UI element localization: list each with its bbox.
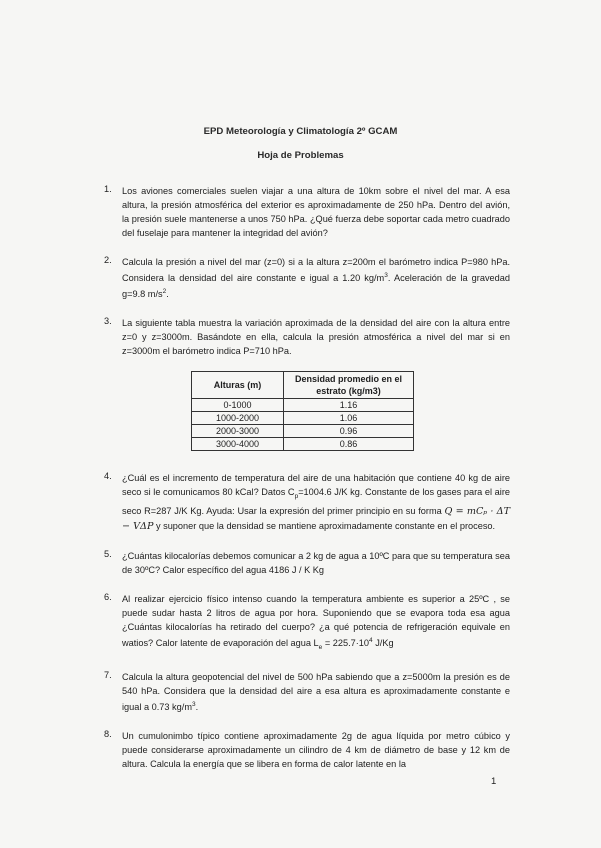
table-header-cell: Densidad promedio en el estrato (kg/m3)	[284, 372, 414, 399]
problem-number: 2.	[104, 255, 112, 265]
problem-number: 1.	[104, 184, 112, 194]
problem-6	[104, 591, 510, 655]
problem-list	[104, 184, 510, 786]
table-cell: 0.96	[284, 425, 414, 438]
table-row	[192, 425, 414, 438]
problem-number: 6.	[104, 591, 112, 602]
density-table-wrapper	[191, 371, 414, 451]
problem-7	[104, 669, 510, 714]
table-cell: 0-1000	[192, 399, 284, 412]
problem-text: Los aviones comerciales suelen viajar a una altura de 10km sobre el nivel del mar. A esa altura, la presión atmosférica del exterior es aproximadamente de 250 hPa. Dentro del avión, la presión suele mantenerse a unos 750 hPa. ¿Qué fuerza debe soportar cada metro cuadrado del fuselaje para mantener la integridad del avión?	[122, 186, 510, 238]
page-number: 1	[491, 776, 497, 787]
problem-text: Calcula la altura geopotencial del nivel de 500 hPa sabiendo que a z=5000m la presión es de 540 hPa. Considera que la densidad del aire a esa altura es aproximadamente constante e igual a 0.73 $kg/m^3$.	[122, 671, 510, 712]
problem-number: 5.	[104, 548, 112, 559]
table-row	[192, 399, 414, 412]
problem-number: 8.	[104, 728, 112, 739]
table-row	[192, 438, 414, 451]
document-title: EPD Meteorología y Climatología 2º GCAM	[203, 126, 398, 137]
problem-text: ¿Cuántas kilocalorías debemos comunicar a 2 kg de agua a 10ºC para que su temperatura sea de 30ºC? Calor específico del agua 4186 J / K Kg	[122, 550, 510, 575]
table-header-cell: Alturas (m)	[192, 372, 284, 399]
problem-number: 7.	[104, 669, 112, 680]
problem-text: ¿Cuál es el incremento de temperatura del aire de una habitación que contiene 40 kg de aire seco si le comunicamos 80 kCal? Datos $C_p=1004.6$ J/K kg. Constante de los gases para el aire seco R=287 J/K Kg. Ayuda: Usar la expresión del primer principio en su forma Q = mCₚ · ΔT − VΔP y suponer que la densidad se mantiene aproximadamente constante en el proceso.	[122, 473, 510, 532]
problem-number: 3.	[104, 316, 112, 327]
table-cell: 2000-3000	[192, 425, 284, 438]
problem-text: Al realizar ejercicio físico intenso cuando la temperatura ambiente es superior a 25ºC , se puede sudar hasta 2 litros de agua por hora. Suponiendo que se evapora toda esa agua ¿Cuántas kilocalorías ha retirado del cuerpo? ¿a qué potencia de refrigeración equivale en watios? Calor latente de evaporación del agua $L_e = 225.7\cdot 10^4$ J/Kg	[122, 593, 510, 651]
problem-5	[104, 548, 510, 577]
table-cell: 3000-4000	[192, 438, 284, 451]
problem-1	[104, 184, 510, 240]
problem-text: Calcula la presión a nivel del mar (z=0) si a la altura z=200m el barómetro indica P=980 hPa. Considera la densidad del aire constante e igual a 1.20 $kg/m^3$. Aceleración de la gravedad g=9.8 $m/s^2$.	[122, 257, 510, 300]
problem-4	[104, 471, 510, 534]
document-subtitle: Hoja de Problemas	[257, 150, 344, 161]
problem-8	[104, 728, 510, 771]
table-cell: 1.06	[284, 412, 414, 425]
problem-text: Un cumulonimbo típico contiene aproximadamente 2g de agua líquida por metro cúbico y puede considerarse aproximadamente un cilindro de 4 km de diámetro de base y 12 km de altura. Calcula la energía que se libera en forma de calor latente en la	[122, 730, 510, 769]
first-law-formula: Q = mCₚ · ΔT − VΔP	[122, 505, 510, 532]
table-row	[192, 412, 414, 425]
table-cell: 1.16	[284, 399, 414, 412]
problem-2	[104, 255, 510, 301]
table-header-row	[192, 372, 414, 399]
problem-text: La siguiente tabla muestra la variación aproximada de la densidad del aire con la altura entre z=0 y z=3000m. Basándote en ella, calcula la presión atmosférica a nivel del mar si en z=3000m el barómetro indica P=710 hPa.	[122, 318, 510, 357]
problem-3	[104, 316, 510, 358]
table-cell: 0.86	[284, 438, 414, 451]
table-cell: 1000-2000	[192, 412, 284, 425]
density-table	[191, 371, 414, 451]
problem-number: 4.	[104, 471, 112, 482]
